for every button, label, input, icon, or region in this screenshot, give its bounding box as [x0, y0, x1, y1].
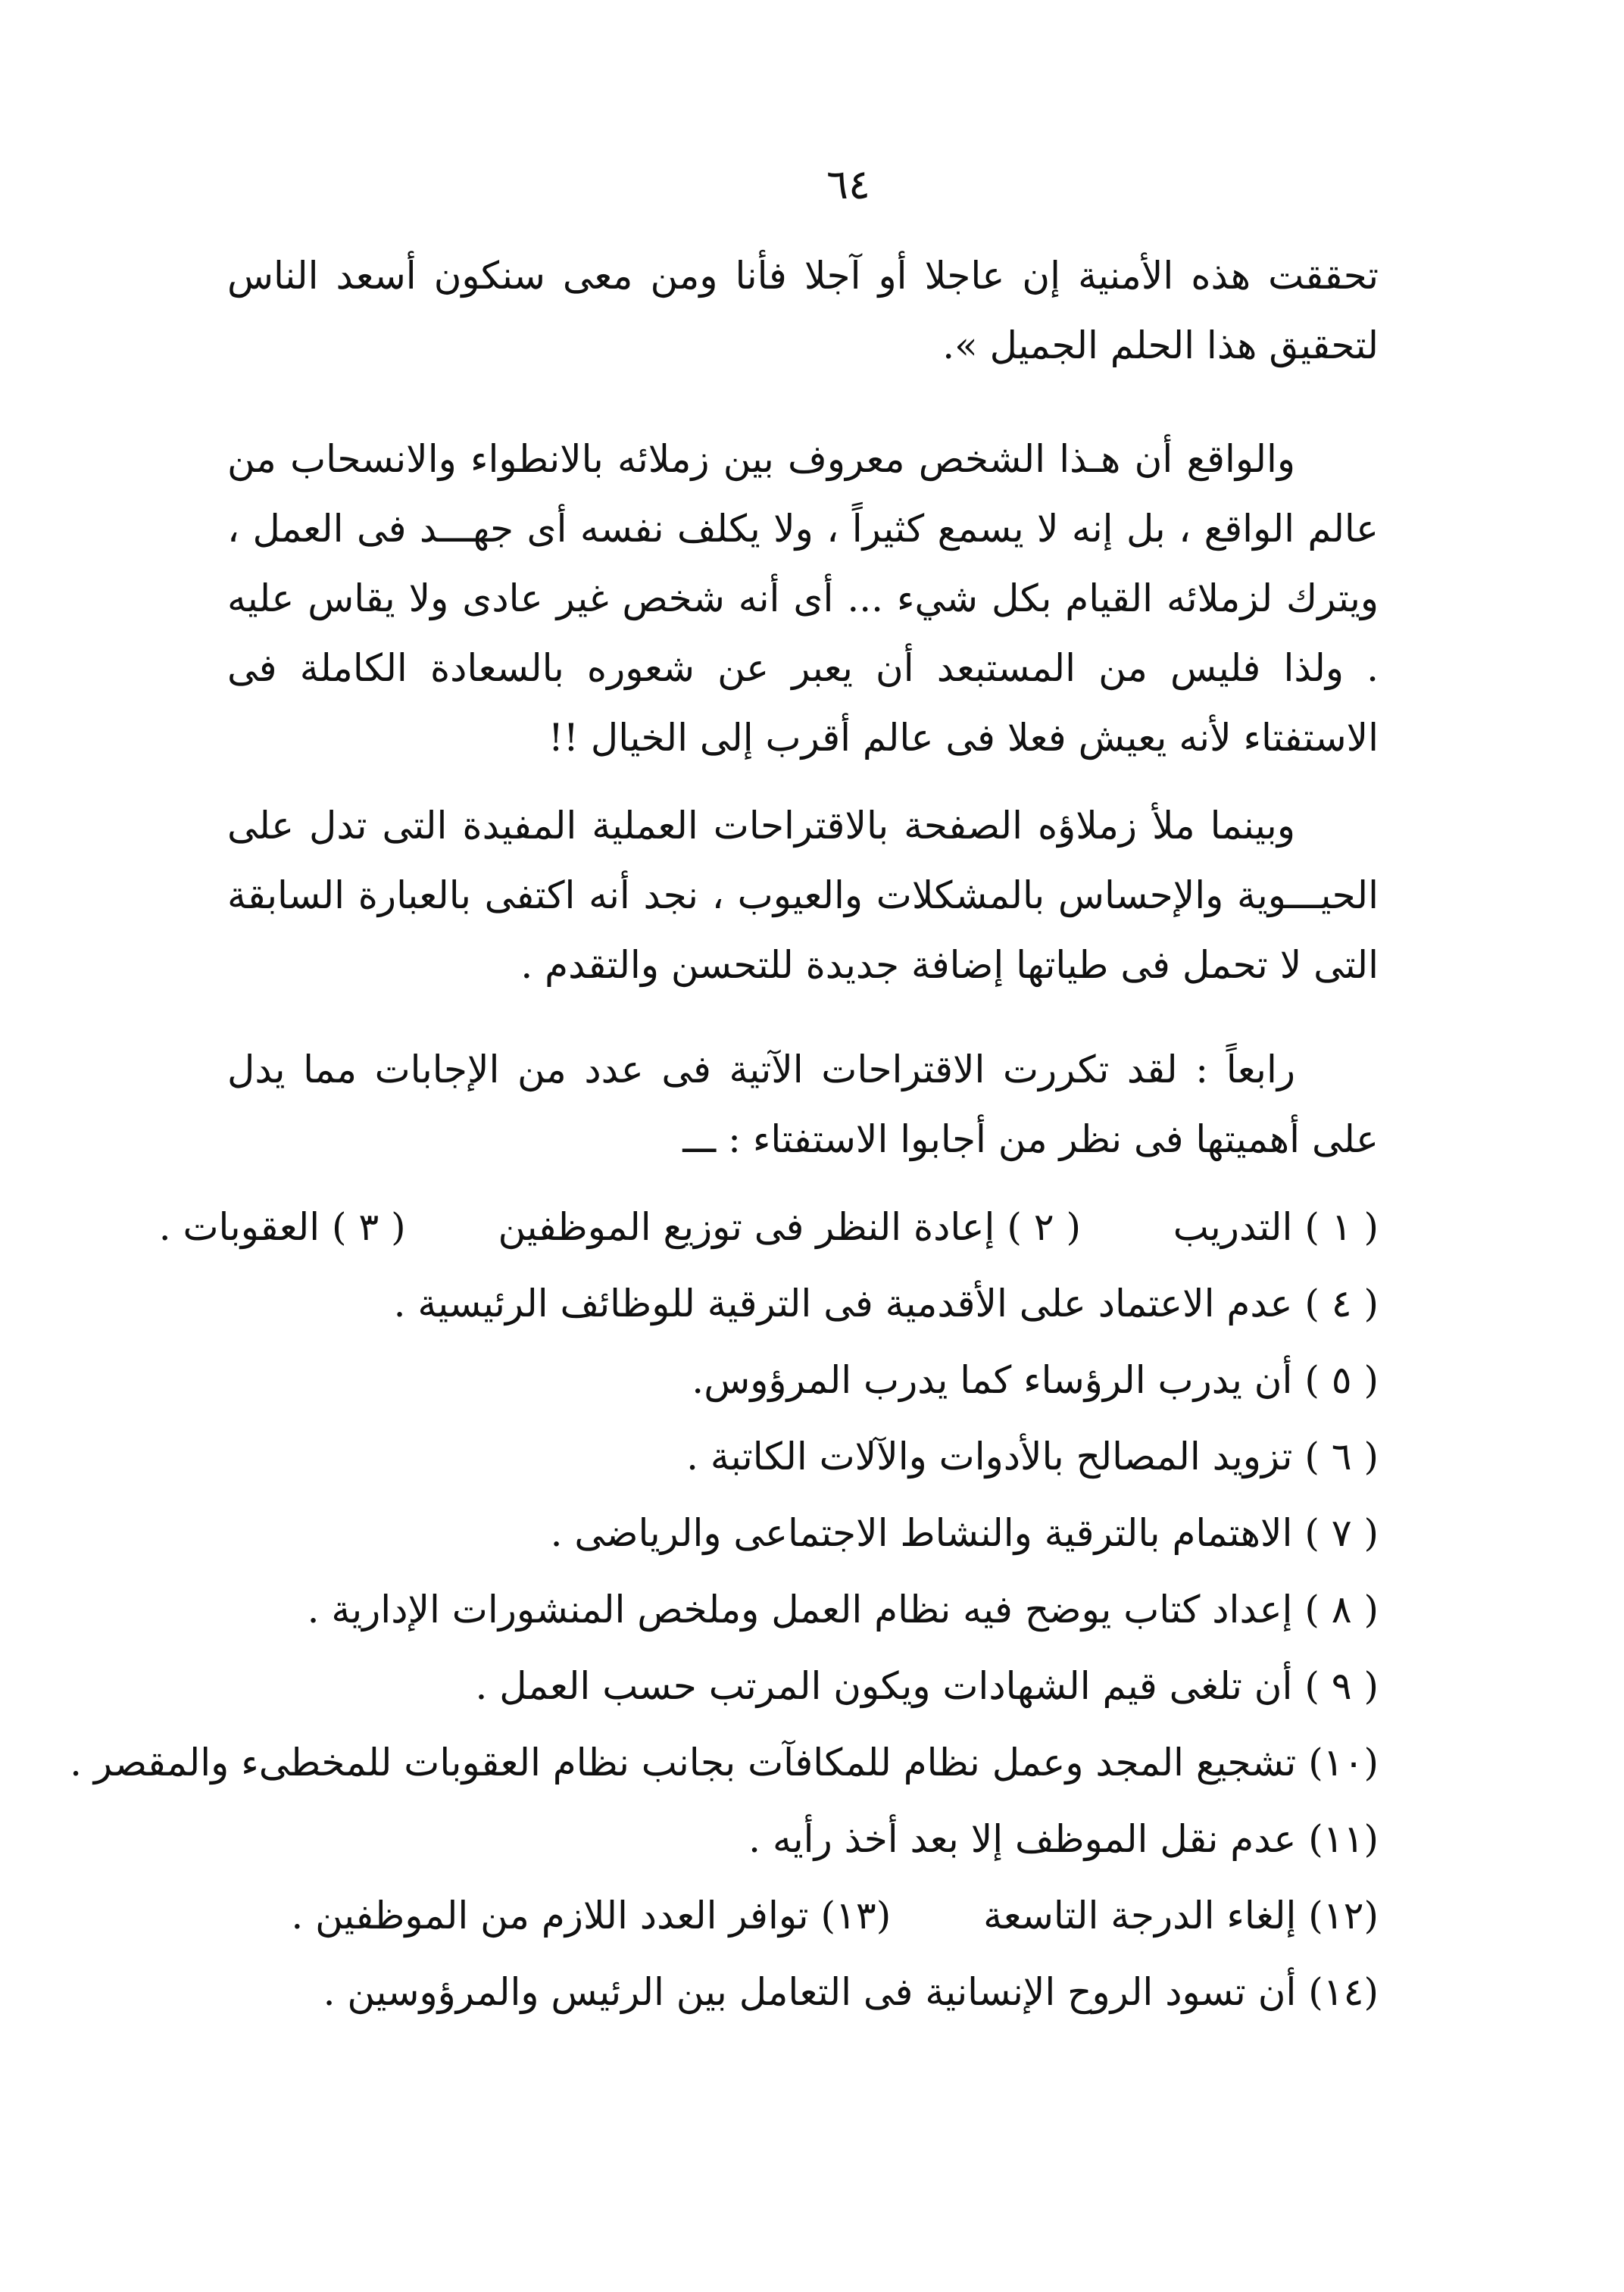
item-text: تزويد المصالح بالأدوات والآلات الكاتبة . — [686, 1435, 1293, 1479]
item-number: ( ٦ ) — [1304, 1435, 1379, 1479]
paragraph-1: تحققت هذه الأمنية إن عاجلا أو آجلا فأنا ومن معى سنكون أسعد الناس لتحقيق هذا الحلم الجميل ». — [227, 254, 1379, 367]
item-number: ( ٧ ) — [1304, 1511, 1379, 1555]
item-text: توافر العدد اللازم من الموظفين . — [291, 1894, 809, 1938]
item-number: (١٠) — [1308, 1741, 1379, 1785]
item-text: إعداد كتاب يوضح فيه نظام العمل وملخص المنشورات الإدارية . — [307, 1588, 1293, 1632]
item-text: أن تلغى قيم الشهادات ويكون المرتب حسب العمل . — [475, 1664, 1293, 1708]
item-number: ( ٣ ) — [332, 1205, 406, 1249]
item-number: ( ٩ ) — [1304, 1664, 1379, 1708]
item-number: ( ٨ ) — [1304, 1588, 1379, 1632]
list-item — [70, 1725, 1379, 1801]
list-item — [227, 1495, 1379, 1572]
item-number: ( ١ ) — [1304, 1205, 1379, 1249]
item-number: (١٤) — [1308, 1970, 1379, 2014]
paragraph-3: وبينما ملأ زملاؤه الصفحة بالاقتراحات العملية المفيدة التى تدل على الحيـــوية والإحساس بالمشكلات والعيوب ، نجد أنه اكتفى بالعبارة السابقة التى لا تحمل فى طياتها إضافة جديدة للتحسن والتقدم . — [227, 804, 1379, 987]
item-text: تشجيع المجد وعمل نظام للمكافآت بجانب نظام العقوبات للمخطىء والمقصر . — [70, 1741, 1297, 1785]
item-text: إعادة النظر فى توزيع الموظفين — [498, 1205, 995, 1249]
list-item — [227, 1266, 1379, 1342]
item-number: (١١) — [1308, 1817, 1379, 1861]
list-item — [227, 1878, 1379, 1954]
item-number: ( ٢ ) — [1007, 1205, 1081, 1249]
item-number: (١٢) — [1308, 1894, 1379, 1938]
item-text: التدريب — [1173, 1205, 1293, 1249]
paragraph-4: رابعاً : لقد تكررت الاقتراحات الآتية فى عدد من الإجابات مما يدل على أهميتها فى نظر من أجابوا الاستفتاء : ـــ — [227, 1048, 1379, 1161]
page-number: ٦٤ — [826, 161, 870, 208]
list-item — [227, 1954, 1379, 2031]
item-number: ( ٥ ) — [1304, 1358, 1379, 1402]
list-item — [227, 1342, 1379, 1419]
item-text: أن يدرب الرؤساء كما يدرب المرؤوس. — [692, 1358, 1293, 1402]
item-text: إلغاء الدرجة التاسعة — [983, 1894, 1297, 1938]
item-text: العقوبات . — [158, 1205, 320, 1249]
list-item — [227, 1572, 1379, 1648]
item-text: عدم الاعتماد على الأقدمية فى الترقية للوظائف الرئيسية . — [393, 1282, 1293, 1326]
list-item — [227, 1419, 1379, 1495]
suggestions-list — [70, 1189, 1379, 2031]
list-item — [227, 1801, 1379, 1878]
item-text: أن تسود الروح الإنسانية فى التعامل بين الرئيس والمرؤوسين . — [323, 1970, 1297, 2014]
paragraph-2: والواقع أن هـذا الشخص معروف بين زملائه بالانطواء والانسحاب من عالم الواقع ، بل إنه لا يسمع كثيراً ، ولا يكلف نفسه أى جهـــد فى العمل ، ويترك لزملائه القيام بكل شيء ... أى أنه شخص غير عادى ولا يقاس عليه . ولذا فليس من المستبعد أن يعبر عن شعوره بالسعادة الكاملة فى الاستفتاء لأنه يعيش فعلا فى عالم أقرب إلى الخيال !! — [227, 437, 1379, 760]
item-number: (١٣) — [820, 1894, 892, 1938]
item-number: ( ٤ ) — [1304, 1282, 1379, 1326]
list-item — [158, 1189, 1379, 1266]
item-text: عدم نقل الموظف إلا بعد أخذ رأيه . — [748, 1817, 1297, 1861]
item-text: الاهتمام بالترقية والنشاط الاجتماعى والرياضى . — [550, 1511, 1293, 1555]
list-item — [227, 1648, 1379, 1725]
